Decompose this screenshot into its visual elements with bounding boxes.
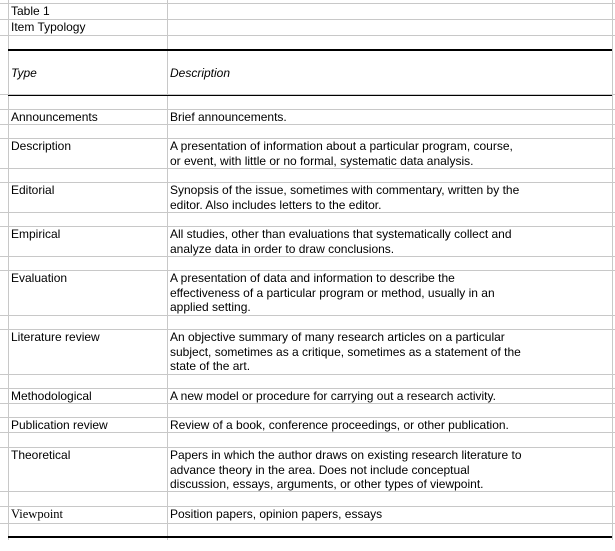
row-description: A new model or procedure for carrying out a research activity. <box>170 389 496 403</box>
row-description: analyze data in order to draw conclusions. <box>170 241 395 256</box>
row-type: Empirical <box>11 227 61 241</box>
row-description: Position papers, opinion papers, essays <box>170 507 383 521</box>
row-description: discussion, essays, arguments, or other types of viewpoint. <box>170 477 484 492</box>
header-type: Type <box>11 66 37 80</box>
table-bottom-rule <box>8 536 612 538</box>
row-type: Methodological <box>11 389 92 403</box>
row-description: editor. Also includes letters to the editor. <box>170 197 382 212</box>
table-top-rule <box>8 49 612 51</box>
row-type: Publication review <box>11 418 108 432</box>
row-description: state of the art. <box>170 359 251 374</box>
row-description: A presentation of information about a particular program, course, <box>170 139 513 153</box>
row-description: advance theory in the area. Does not include conceptual <box>170 462 470 477</box>
row-description: Review of a book, conference proceedings, or other publication. <box>170 418 509 432</box>
header-description: Description <box>170 66 231 80</box>
grid-row-line <box>0 374 615 375</box>
row-type: Viewpoint <box>11 507 64 521</box>
grid-row-line <box>0 315 615 316</box>
table-title: Item Typology <box>11 20 86 34</box>
row-description: A presentation of data and information to describe the <box>170 271 455 285</box>
grid-row-line <box>0 35 615 36</box>
row-type: Announcements <box>11 110 98 124</box>
row-type: Theoretical <box>11 448 71 462</box>
row-description: applied setting. <box>170 300 251 315</box>
grid-row-line <box>0 523 615 524</box>
row-type: Editorial <box>11 183 55 197</box>
row-type: Literature review <box>11 330 100 344</box>
grid-row-line <box>0 3 615 4</box>
row-description: Brief announcements. <box>170 110 287 124</box>
table-number: Table 1 <box>11 4 50 18</box>
row-description: or event, with little or no formal, systematic data analysis. <box>170 153 474 168</box>
grid-row-line <box>0 19 615 20</box>
row-description: Papers in which the author draws on existing research literature to <box>170 448 522 462</box>
row-description: Synopsis of the issue, sometimes with commentary, written by the <box>170 183 520 197</box>
row-description: An objective summary of many research articles on a particular <box>170 330 505 344</box>
row-type: Description <box>11 139 72 153</box>
row-description: effectiveness of a particular program or method, usually in an <box>170 285 495 300</box>
row-description: All studies, other than evaluations that systematically collect and <box>170 227 512 241</box>
row-description: subject, sometimes as a critique, sometimes as a statement of the <box>170 344 521 359</box>
header-bottom-rule <box>8 95 612 96</box>
row-type: Evaluation <box>11 271 68 285</box>
